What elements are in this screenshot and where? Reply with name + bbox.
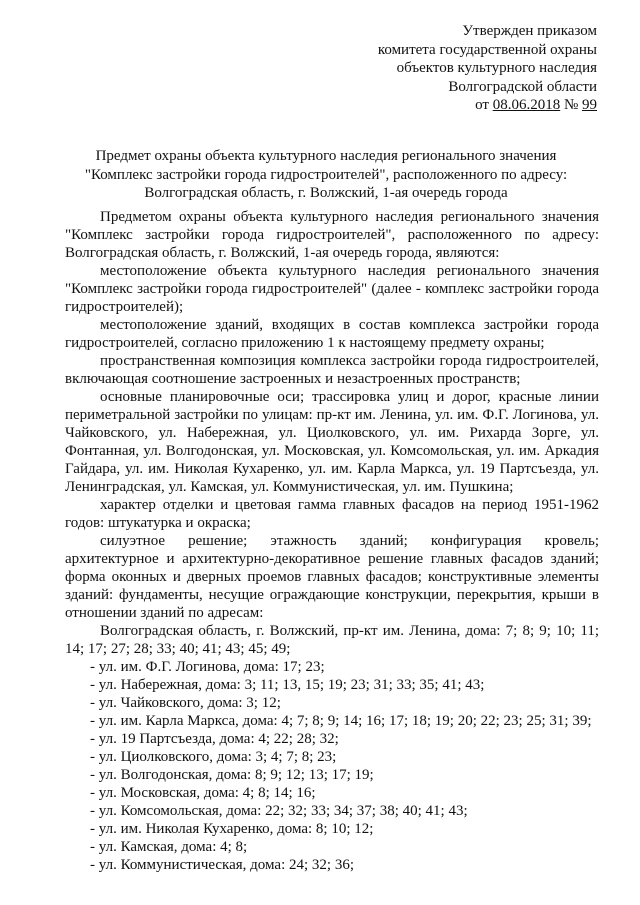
paragraph: местоположение зданий, входящих в состав комплекса застройки города гидростроителей, согласно приложению 1 к настоящему предмету охраны;	[65, 317, 599, 351]
document-title: Предмет охраны объекта культурного наследия регионального значения "Комплекс застройки города гидростроителей", расположенного по адресу: Волгоградская область, г. Волжский, 1-ая очередь города	[84, 148, 568, 201]
approval-date-line	[378, 96, 597, 115]
paragraph: местоположение объекта культурного наследия регионального значения "Комплекс застройки города гидростроителей" (далее - комплекс застройки города гидростроителей);	[65, 263, 599, 315]
address-list	[65, 658, 599, 874]
paragraph: характер отделки и цветовая гамма главных фасадов на период 1951-1962 годов: штукатурка и окраска;	[65, 497, 599, 531]
list-item: - ул. Волгодонская, дома: 8; 9; 12; 13; 17; 19;	[90, 767, 374, 783]
list-item: - ул. им. Карла Маркса, дома: 4; 7; 8; 9; 14; 16; 17; 18; 19; 20; 22; 23; 25; 31; 39;	[90, 713, 592, 729]
number-sign: №	[563, 97, 579, 113]
list-item: - ул. им. Ф.Г. Логинова, дома: 17; 23;	[90, 659, 325, 675]
list-item: - ул. Коммунистическая, дома: 24; 32; 36;	[90, 857, 354, 873]
list-item: - ул. 19 Партсъезда, дома: 4; 22; 28; 32;	[90, 731, 339, 747]
approval-number: 99	[582, 97, 597, 113]
list-item: - ул. Чайковского, дома: 3; 12;	[90, 695, 281, 711]
list-item: - ул. им. Николая Кухаренко, дома: 8; 10; 12;	[90, 821, 374, 837]
approval-line: объектов культурного наследия	[396, 60, 597, 76]
approval-line: Волгоградской области	[448, 78, 597, 95]
list-item: - ул. Циолковского, дома: 3; 4; 7; 8; 23;	[90, 749, 337, 765]
approval-line: Утвержден приказом	[462, 23, 597, 39]
document-body	[65, 208, 599, 874]
approval-line: комитета государственной охраны	[377, 41, 597, 58]
list-item: - ул. Камская, дома: 4; 8;	[90, 839, 248, 855]
list-item: - ул. Набережная, дома: 3; 11; 13, 15; 19; 23; 31; 33; 35; 41; 43;	[90, 677, 485, 693]
paragraph: силуэтное решение; этажность зданий; конфигурация кровель; архитектурное и архитектурно-декоративное решение главных фасадов зданий; форма оконных и дверных проемов главных фасадов; конструктивные элементы зданий: фундаменты, несущие ограждающие конструкции, перекрытия, крыши в отношении зданий по адресам:	[65, 533, 599, 621]
paragraph: пространственная композиция комплекса застройки города гидростроителей, включающая соотношение застроенных и незастроенных пространств;	[65, 353, 599, 387]
list-item: - ул. Московская, дома: 4; 8; 14; 16;	[90, 785, 316, 801]
date-prefix: от	[475, 97, 489, 113]
paragraph: Предметом охраны объекта культурного наследия регионального значения "Комплекс застройки города гидростроителей", расположенного по адресу: Волгоградская область, г. Волжский, 1-ая очередь города, являются:	[65, 209, 599, 261]
approval-date: 08.06.2018	[492, 97, 561, 113]
paragraph: основные планировочные оси; трассировка улиц и дорог, красные линии периметральной застройки по улицам: пр-кт им. Ленина, ул. им. Ф.Г. Логинова, ул. Чайковского, ул. Набережная, ул. Циолковского, ул. им. Рихарда Зорге, ул. Фонтанная, ул. Волгодонская, ул. Московская, ул. Комсомольская, ул. им. Аркадия Гайдара, ул. им. Николая Кухаренко, ул. им. Карла Маркса, ул. 19 Партсъезда, ул. Ленинградская, ул. Камская, ул. Коммунистическая, ул. им. Пушкина;	[65, 389, 599, 495]
approval-block	[378, 22, 597, 115]
list-item: - ул. Комсомольская, дома: 22; 32; 33; 34; 37; 38; 40; 41; 43;	[90, 803, 468, 819]
paragraph: Волгоградская область, г. Волжский, пр-кт им. Ленина, дома: 7; 8; 9; 10; 11; 14; 17; 27; 28; 33; 40; 41; 43; 45; 49;	[65, 623, 599, 657]
